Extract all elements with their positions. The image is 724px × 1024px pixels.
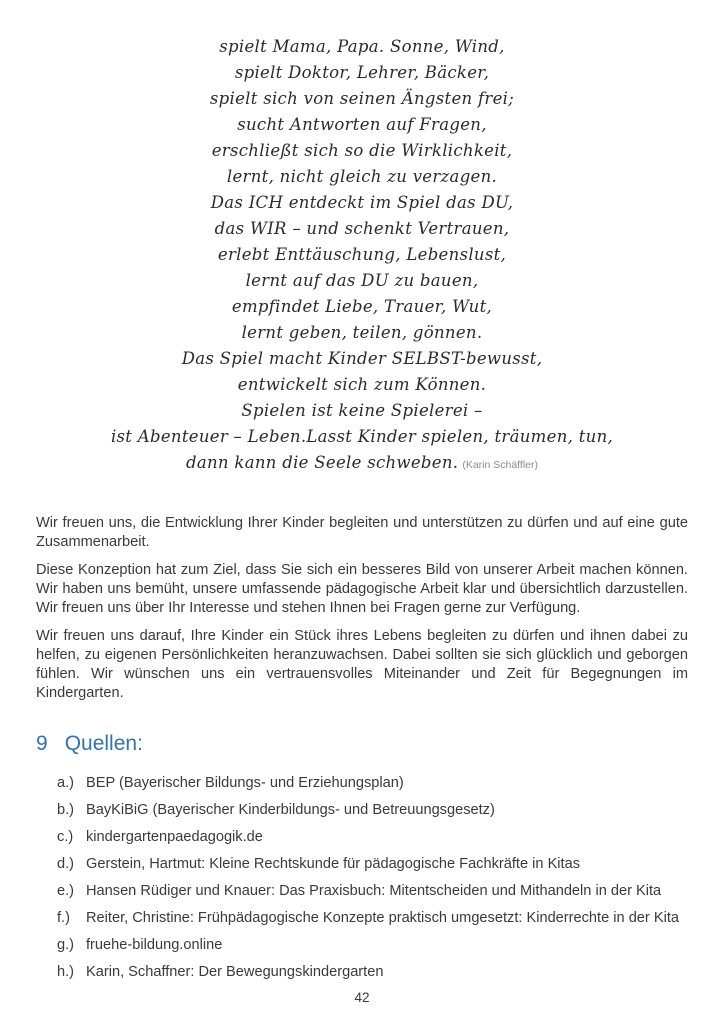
poem-line: erschließt sich so die Wirklichkeit, — [211, 141, 513, 160]
list-item-label: d.) — [57, 856, 75, 873]
list-item-text: Reiter, Christine: Frühpädagogische Konzepte praktisch umgesetzt: Kinderrechte in der Kita — [86, 910, 679, 927]
list-item-text: Karin, Schaffner: Der Bewegungskindergarten — [86, 964, 384, 981]
source-list — [36, 774, 688, 982]
list-item — [57, 882, 688, 901]
list-item-label: h.) — [57, 964, 75, 981]
poem-line: ist Abenteuer – Leben.Lasst Kinder spielen, träumen, tun, — [110, 427, 614, 446]
list-item — [57, 855, 688, 874]
poem-line: spielt Mama, Papa. Sonne, Wind, — [219, 37, 505, 56]
paragraph: Diese Konzeption hat zum Ziel, dass Sie sich ein besseres Bild von unserer Arbeit machen können. Wir haben uns bemüht, unsere umfassende pädagogische Arbeit klar und übersichtlich darzustellen. Wir freuen uns über Ihr Interesse und stehen Ihnen bei Fragen gerne zur Verfügung. — [36, 562, 688, 616]
poem-attribution: (Karin Schäffler) — [462, 459, 538, 471]
poem-line: lernt auf das DU zu bauen, — [245, 271, 479, 290]
list-item-label: a.) — [57, 775, 75, 792]
poem-line-text: dann kann die Seele schweben. — [186, 453, 459, 472]
list-item-label: e.) — [57, 883, 75, 900]
poem-line: spielt Doktor, Lehrer, Bäcker, — [234, 63, 490, 82]
poem-line: Spielen ist keine Spielerei – — [241, 401, 483, 420]
poem — [36, 34, 688, 478]
list-item — [57, 909, 688, 928]
list-item — [57, 828, 688, 847]
paragraph: Wir freuen uns darauf, Ihre Kinder ein Stück ihres Lebens begleiten zu dürfen und ihnen dabei zu helfen, zu eigenen Persönlichkeiten heranzuwachsen. Dabei sollten sie sich glücklich und geborgen fühlen. Wir wünschen uns ein vertrauensvolles Miteinander und Zeit für Begegnungen im Kindergarten. — [36, 628, 688, 701]
section-title: Quellen: — [64, 732, 143, 755]
paragraph: Wir freuen uns, die Entwicklung Ihrer Kinder begleiten und unterstützen zu dürfen und auf eine gute Zusammenarbeit. — [36, 515, 688, 550]
list-item-text: kindergartenpaedagogik.de — [86, 829, 263, 846]
list-item-label: c.) — [57, 829, 74, 846]
list-item — [57, 963, 688, 982]
list-item — [57, 936, 688, 955]
list-item-text: Hansen Rüdiger und Knauer: Das Praxisbuch: Mitentscheiden und Mithandeln in der Kita — [86, 883, 662, 900]
poem-line: lernt geben, teilen, gönnen. — [241, 323, 483, 342]
section-heading-quellen — [36, 731, 688, 757]
page-number: 42 — [354, 990, 370, 1006]
poem-line: erlebt Enttäuschung, Lebenslust, — [217, 245, 507, 264]
poem-line: das WIR – und schenkt Vertrauen, — [214, 219, 510, 238]
poem-line: spielt sich von seinen Ängsten frei; — [209, 89, 515, 108]
list-item-text: BayKiBiG (Bayerischer Kinderbildungs- und Betreuungsgesetz) — [86, 802, 495, 819]
list-item-text: fruehe-bildung.online — [86, 937, 223, 954]
poem-line: sucht Antworten auf Fragen, — [237, 115, 487, 134]
poem-line: Das Spiel macht Kinder SELBST-bewusst, — [181, 349, 543, 368]
list-item-label: b.) — [57, 802, 75, 819]
list-item — [57, 801, 688, 820]
poem-last-line — [36, 450, 688, 478]
body-text — [36, 514, 688, 703]
list-item-text: BEP (Bayerischer Bildungs- und Erziehungsplan) — [86, 775, 404, 792]
section-number: 9 — [36, 732, 48, 755]
poem-line: entwickelt sich zum Können. — [237, 375, 487, 394]
poem-line: lernt, nicht gleich zu verzagen. — [226, 167, 498, 186]
list-item-label: f.) — [57, 910, 70, 927]
list-item — [57, 774, 688, 793]
list-item-text: Gerstein, Hartmut: Kleine Rechtskunde für pädagogische Fachkräfte in Kitas — [86, 856, 581, 873]
list-item-label: g.) — [57, 937, 75, 954]
poem-line: empfindet Liebe, Trauer, Wut, — [231, 297, 493, 316]
poem-line: Das ICH entdeckt im Spiel das DU, — [210, 193, 514, 212]
